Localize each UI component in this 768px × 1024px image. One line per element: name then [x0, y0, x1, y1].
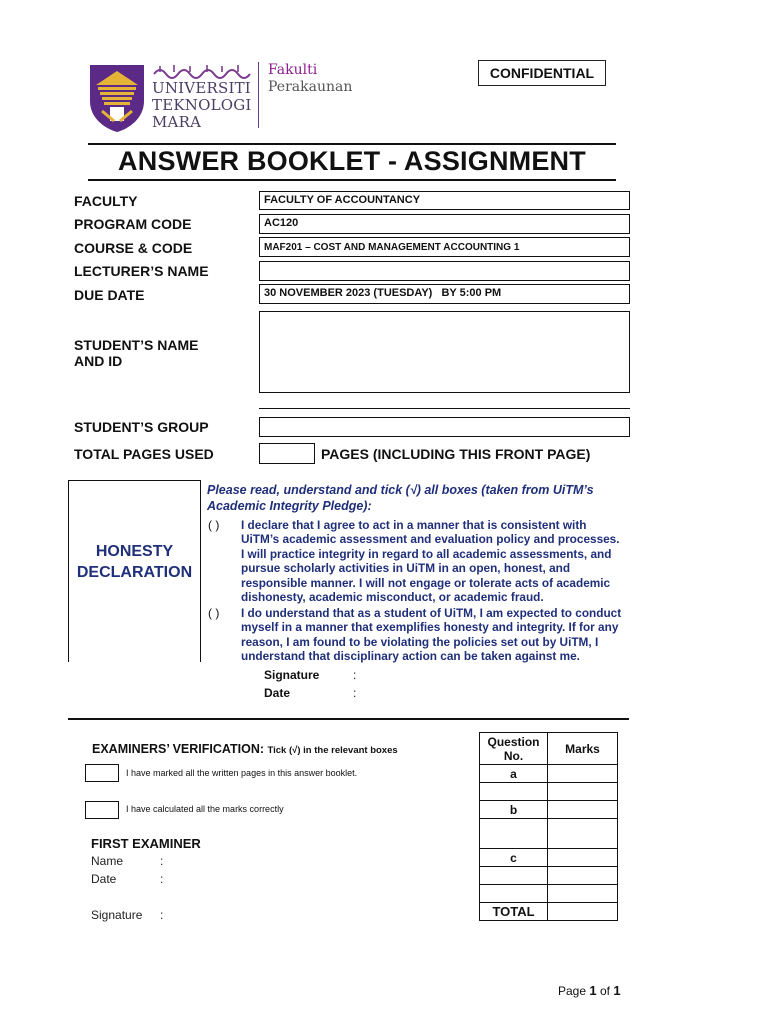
table-row: [480, 819, 618, 849]
examiners-title-text: EXAMINERS’ VERIFICATION:: [92, 742, 265, 756]
table-row: [480, 765, 618, 783]
declaration-1-line: pursue scholarly activities in UiTM in an open, honest, and: [241, 561, 571, 576]
logo-divider: [258, 62, 259, 128]
examiner-signature-colon: :: [160, 908, 164, 922]
first-examiner-title: FIRST EXAMINER: [91, 836, 201, 851]
marks-header-row: [480, 733, 618, 765]
declaration-1-line: responsible manner. I will not engage or tolerate acts of academic: [241, 575, 611, 590]
honesty-intro-line2: Academic Integrity Pledge):: [207, 499, 372, 513]
page-title: ANSWER BOOKLET - ASSIGNMENT: [118, 146, 586, 176]
question-blank-cell: [480, 819, 548, 849]
title-rule-bottom: [88, 179, 616, 181]
question-header-line2: No.: [503, 748, 524, 763]
declaration-1-line: I will practice integrity in regard to all academic assessments, and: [241, 546, 612, 561]
university-name-line3: MARA: [152, 113, 202, 131]
honesty-intro-line1: Please read, understand and tick (√) all boxes (taken from UiTM’s: [207, 483, 594, 497]
declaration-2-line: understand that disciplinary action can be taken against me.: [241, 649, 580, 664]
due-date-label: DUE DATE: [74, 287, 145, 303]
faculty-logo-line2: Perakaunan: [268, 79, 353, 95]
faculty-label: FACULTY: [74, 193, 138, 209]
declaration-1-line: I declare that I agree to act in a manner that is consistent with: [241, 518, 587, 532]
declaration-2-line: myself in a manner that exemplifies honesty and integrity. If for any: [241, 620, 619, 635]
student-name-label: [74, 337, 198, 369]
calculated-marks-checkbox[interactable]: [85, 801, 119, 819]
lecturer-name-field[interactable]: [259, 261, 630, 281]
examiner-signature-label: Signature: [91, 908, 143, 922]
university-name: [152, 80, 252, 131]
declaration-date-colon: :: [353, 686, 357, 700]
program-code-label: PROGRAM CODE: [74, 216, 192, 232]
lecturer-name-label: LECTURER’S NAME: [74, 263, 209, 279]
question-no-header: [480, 733, 548, 765]
university-name-line1: UNIVERSITI: [152, 79, 251, 97]
of-word: of: [599, 984, 610, 998]
marks-table: [479, 732, 618, 921]
marks-a-cell[interactable]: [548, 765, 618, 783]
table-row: [480, 885, 618, 903]
honesty-title-line1: HONESTY: [95, 543, 174, 560]
marks-blank-cell[interactable]: [548, 783, 618, 801]
honesty-title-line2: DECLARATION: [76, 564, 193, 581]
section-divider: [68, 718, 629, 720]
declaration-2-text: [241, 606, 629, 664]
table-row: [480, 783, 618, 801]
question-blank-cell: [480, 783, 548, 801]
declaration-1-line: UiTM’s academic assessment and evaluation policy and processes.: [241, 532, 620, 547]
page-current: 1: [589, 983, 597, 998]
declaration-2-line: I do understand that as a student of UiTM, I am expected to conduct: [241, 606, 622, 620]
marks-header: Marks: [548, 733, 618, 765]
faculty-logo-text: [268, 62, 352, 96]
question-c-cell: c: [480, 849, 548, 867]
total-row: [480, 903, 618, 921]
total-pages-label: TOTAL PAGES USED: [74, 446, 214, 462]
course-code-label: COURSE & CODE: [74, 240, 193, 256]
declaration-2-tickbox[interactable]: ( ): [208, 606, 220, 620]
table-row: [480, 867, 618, 885]
honesty-declaration-title: [68, 541, 201, 583]
question-blank-cell: [480, 867, 548, 885]
uitm-crest-logo: [88, 63, 146, 133]
calculated-marks-text: I have calculated all the marks correctly: [126, 804, 284, 814]
declaration-1-text: [241, 518, 629, 604]
total-pages-suffix: PAGES (INCLUDING THIS FRONT PAGE): [321, 446, 591, 462]
marks-blank-cell[interactable]: [548, 867, 618, 885]
examiners-verification-title: [92, 742, 398, 756]
question-blank-cell: [480, 885, 548, 903]
student-name-field[interactable]: [259, 311, 630, 393]
student-name-label-line2: AND ID: [74, 353, 123, 369]
group-divider: [259, 408, 630, 409]
declaration-2-line: reason, I am found to be violating the policies set out by UiTM, I: [241, 634, 599, 649]
marks-blank-cell[interactable]: [548, 819, 618, 849]
examiners-title-note: Tick (√) in the relevant boxes: [267, 745, 398, 756]
faculty-logo-line1: Fakulti: [268, 62, 318, 78]
student-name-label-line1: STUDENT’S NAME: [74, 337, 199, 353]
student-group-field[interactable]: [259, 417, 630, 437]
marks-blank-cell[interactable]: [548, 885, 618, 903]
declaration-1-tickbox[interactable]: ( ): [208, 518, 220, 532]
total-label-cell: TOTAL: [480, 903, 548, 921]
marks-b-cell[interactable]: [548, 801, 618, 819]
examiner-name-label: Name: [91, 854, 124, 868]
marked-pages-checkbox[interactable]: [85, 764, 119, 782]
declaration-date-label: Date: [264, 686, 291, 700]
page-number-footer: [558, 983, 621, 998]
marked-pages-text: I have marked all the written pages in this answer booklet.: [126, 768, 358, 778]
examiner-date-colon: :: [160, 872, 164, 886]
table-row: [480, 849, 618, 867]
page-total: 1: [613, 983, 621, 998]
student-group-label: STUDENT’S GROUP: [74, 419, 209, 435]
question-header-line1: Question: [487, 734, 540, 749]
honesty-intro: [207, 482, 627, 514]
question-b-cell: b: [480, 801, 548, 819]
course-code-field[interactable]: MAF201 – COST AND MANAGEMENT ACCOUNTING 1: [259, 237, 630, 257]
declaration-signature-label: Signature: [264, 668, 320, 682]
program-code-field[interactable]: AC120: [259, 214, 630, 234]
confidential-label: CONFIDENTIAL: [478, 60, 606, 86]
table-row: [480, 801, 618, 819]
marks-c-cell[interactable]: [548, 849, 618, 867]
total-marks-cell[interactable]: [548, 903, 618, 921]
page-word: Page: [558, 984, 587, 998]
question-a-cell: a: [480, 765, 548, 783]
declaration-1-line: dishonesty, academic misconduct, or academic fraud.: [241, 590, 544, 605]
total-pages-field[interactable]: [259, 443, 315, 464]
faculty-field[interactable]: FACULTY OF ACCOUNTANCY: [259, 191, 630, 210]
declaration-signature-colon: :: [353, 668, 357, 682]
examiner-name-colon: :: [160, 854, 164, 868]
examiner-date-label: Date: [91, 872, 117, 886]
university-jawi-script: [152, 62, 252, 80]
university-name-line2: TEKNOLOGI: [152, 96, 252, 114]
due-date-field[interactable]: 30 NOVEMBER 2023 (TUESDAY) BY 5:00 PM: [259, 284, 630, 304]
